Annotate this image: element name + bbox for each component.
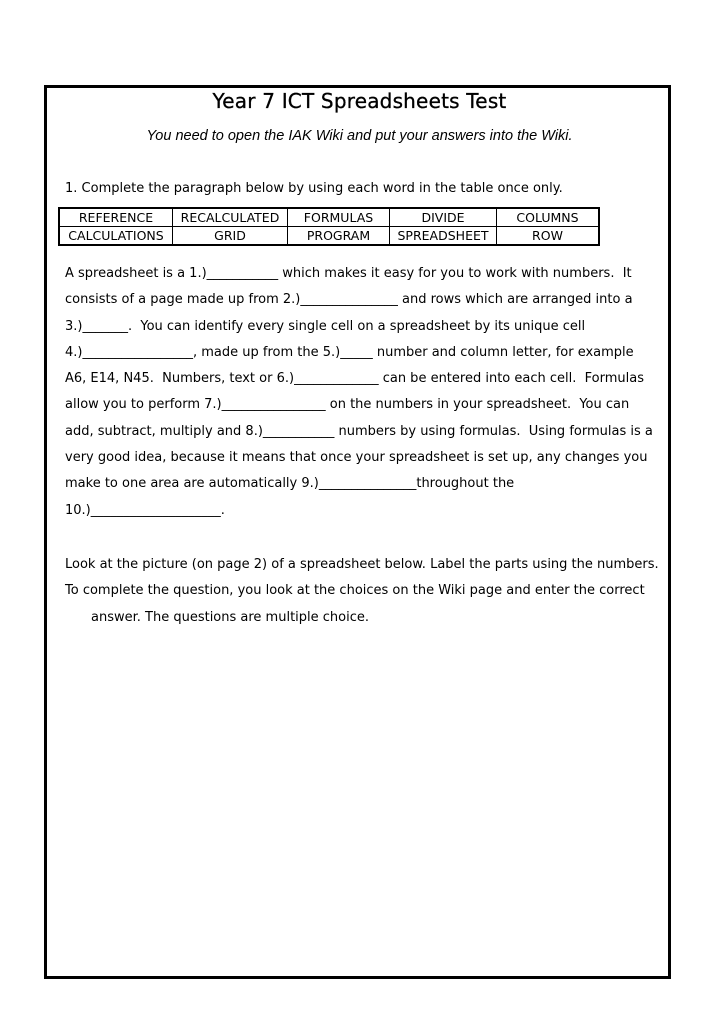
word-cell: COLUMNS xyxy=(497,208,600,227)
question-1-prompt: 1. Complete the paragraph below by using each word in the table once only. xyxy=(65,181,563,196)
label-question-line: Look at the picture (on page 2) of a spreadsheet below. Label the parts using the numbers. xyxy=(65,557,659,572)
word-cell: REFERENCE xyxy=(59,208,173,227)
paragraph-line: add, subtract, multiply and 8.)___________ numbers by using formulas. Using formulas is a xyxy=(65,423,653,439)
word-bank-table xyxy=(58,207,600,246)
paragraph-line: 3.)_______. You can identify every single cell on a spreadsheet by its unique cell xyxy=(65,318,586,334)
label-question-line: answer. The questions are multiple choice. xyxy=(91,609,370,625)
paragraph-line: 4.)_________________, made up from the 5.)_____ number and column letter, for example xyxy=(65,344,634,360)
word-cell: PROGRAM xyxy=(288,227,390,246)
instructions-subtitle: You need to open the IAK Wiki and put your answers into the Wiki. xyxy=(146,128,573,144)
word-cell: ROW xyxy=(497,227,600,246)
label-question xyxy=(65,552,665,631)
word-cell: FORMULAS xyxy=(288,208,390,227)
word-cell: DIVIDE xyxy=(390,208,497,227)
fill-in-paragraph xyxy=(65,261,665,524)
paragraph-line: A6, E14, N45. Numbers, text or 6.)_____________ can be entered into each cell. Formulas xyxy=(65,371,644,387)
paragraph-line: consists of a page made up from 2.)_______________ and rows which are arranged into a xyxy=(65,292,633,308)
word-cell: CALCULATIONS xyxy=(59,227,173,246)
paragraph-line: very good idea, because it means that once your spreadsheet is set up, any changes you xyxy=(65,450,648,466)
paragraph-line: make to one area are automatically 9.)_______________throughout the xyxy=(65,476,515,492)
word-cell: SPREADSHEET xyxy=(390,227,497,246)
paragraph-line: allow you to perform 7.)________________ on the numbers in your spreadsheet. You can xyxy=(65,397,630,413)
paragraph-line: A spreadsheet is a 1.)___________ which makes it easy for you to work with numbers. It xyxy=(65,266,632,281)
word-cell: RECALCULATED xyxy=(173,208,288,227)
table-row xyxy=(59,208,599,227)
word-cell: GRID xyxy=(173,227,288,246)
table-row xyxy=(59,227,599,246)
label-question-line: To complete the question, you look at the choices on the Wiki page and enter the correct xyxy=(65,583,645,599)
paragraph-line: 10.)____________________. xyxy=(65,502,225,518)
page-title: Year 7 ICT Spreadsheets Test xyxy=(212,89,507,113)
